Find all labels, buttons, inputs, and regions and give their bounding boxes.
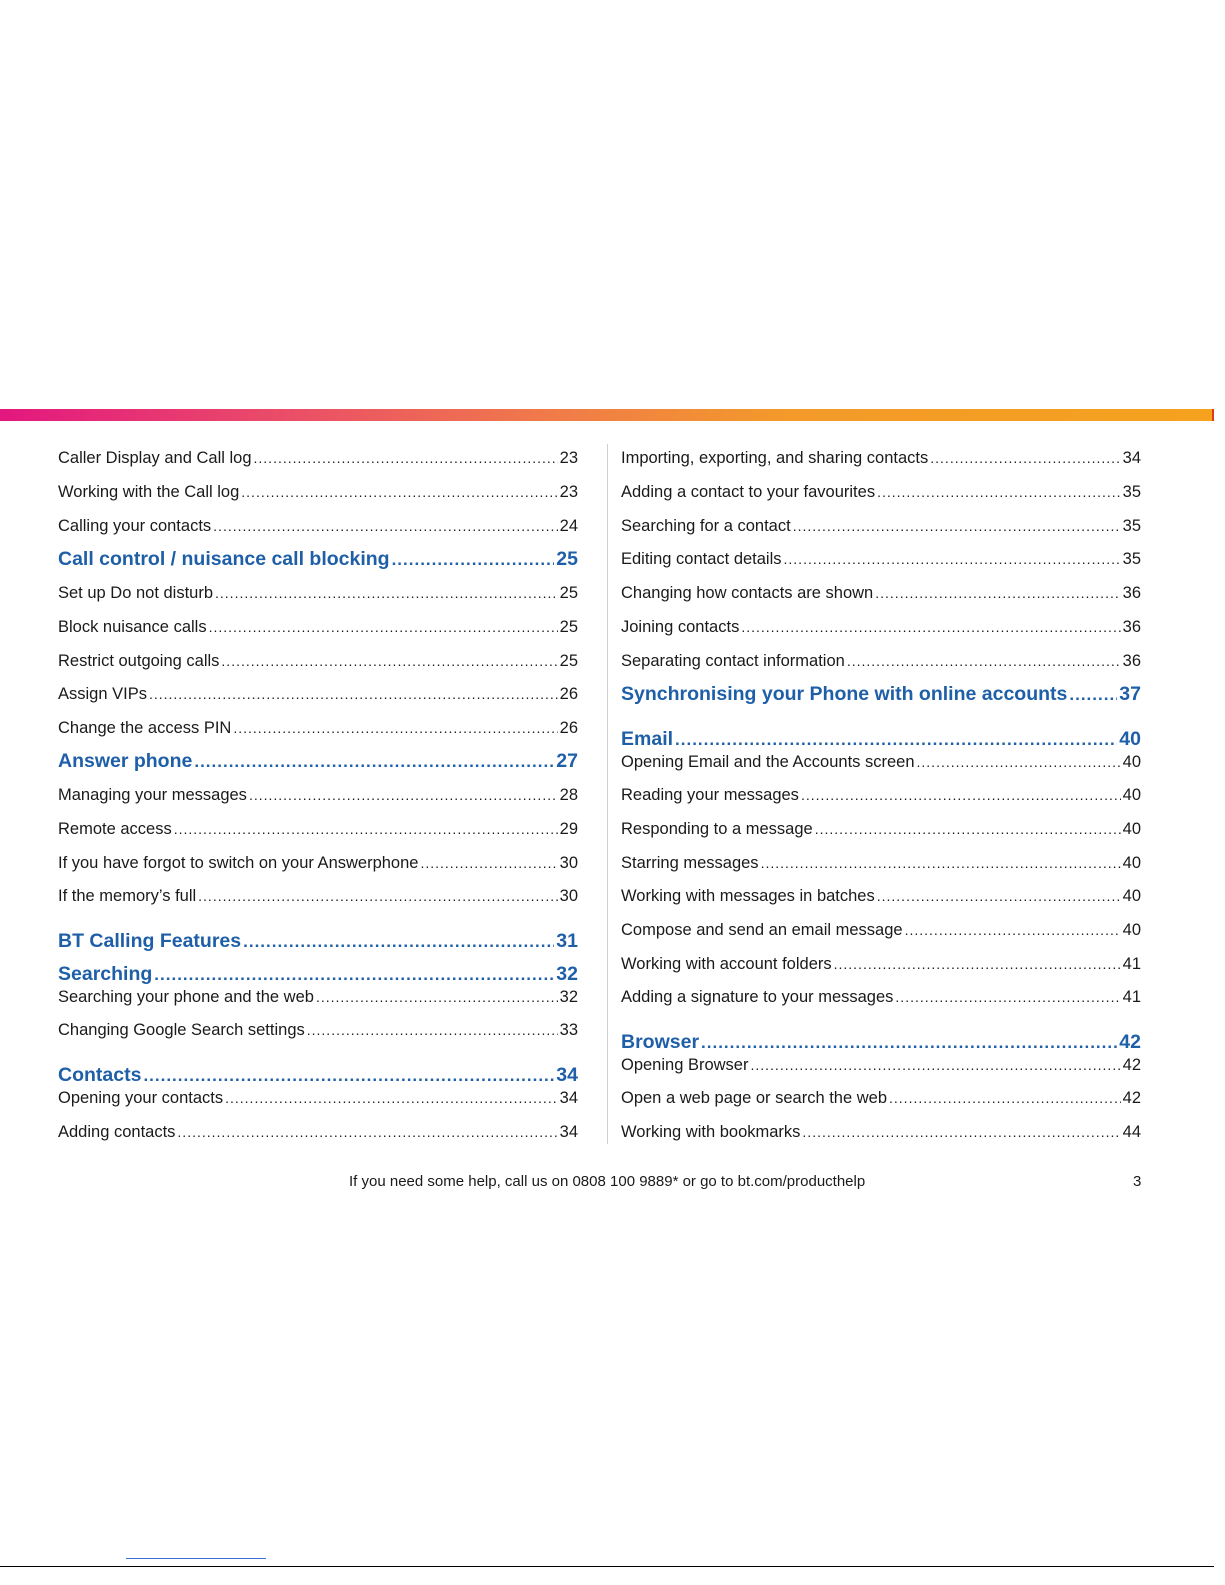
toc-entry-title: Call control / nuisance call blocking (58, 548, 390, 570)
toc-dot-leader (241, 482, 557, 502)
toc-entry[interactable] (621, 920, 1141, 940)
page-bottom-rule (0, 1566, 1214, 1567)
toc-page-number: 35 (1122, 483, 1141, 501)
toc-page-number: 44 (1122, 1123, 1141, 1141)
toc-dot-leader (198, 886, 557, 906)
toc-dot-leader (194, 752, 554, 772)
toc-entry-title: Searching your phone and the web (58, 988, 314, 1006)
toc-section-heading[interactable] (621, 684, 1141, 705)
toc-entry-title: Browser (621, 1031, 700, 1053)
toc-dot-leader (209, 617, 558, 637)
toc-page-number: 25 (559, 618, 578, 636)
toc-dot-leader (905, 920, 1121, 940)
toc-page-number: 40 (1122, 753, 1141, 771)
toc-dot-leader (1069, 685, 1117, 705)
toc-entry[interactable] (58, 448, 578, 468)
toc-entry[interactable] (58, 583, 578, 603)
toc-entry-title: Answer phone (58, 750, 193, 772)
toc-entry-title: Change the access PIN (58, 719, 232, 737)
toc-page-number: 34 (559, 1123, 578, 1141)
toc-page-number: 26 (559, 719, 578, 737)
toc-page-number: 36 (1122, 618, 1141, 636)
toc-entry[interactable] (621, 752, 1141, 772)
toc-entry-title: Opening Email and the Accounts screen (621, 753, 915, 771)
toc-page-number: 34 (1122, 449, 1141, 467)
toc-dot-leader (307, 1020, 558, 1040)
toc-entry-title: Searching for a contact (621, 517, 791, 535)
toc-page-number: 32 (559, 988, 578, 1006)
toc-entry[interactable] (58, 1020, 578, 1040)
toc-entry-title: If the memory’s full (58, 887, 197, 905)
toc-entry-title: Contacts (58, 1064, 142, 1086)
toc-entry-title: Separating contact information (621, 652, 845, 670)
toc-entry[interactable] (58, 785, 578, 805)
toc-entry-title: Restrict outgoing calls (58, 652, 220, 670)
toc-page-number: 42 (1122, 1089, 1141, 1107)
toc-entry[interactable] (621, 1122, 1141, 1142)
toc-entry-title: Calling your contacts (58, 517, 212, 535)
toc-entry-title: Assign VIPs (58, 685, 147, 703)
brand-gradient-bar (0, 409, 1212, 421)
toc-page-number: 34 (556, 1064, 578, 1086)
toc-dot-leader (875, 583, 1120, 603)
toc-page-number: 23 (559, 449, 578, 467)
toc-page-number: 23 (559, 483, 578, 501)
toc-entry-title: If you have forgot to switch on your Answerphone (58, 854, 419, 872)
toc-entry-title: Importing, exporting, and sharing contacts (621, 449, 929, 467)
toc-entry-title: Synchronising your Phone with online accounts (621, 683, 1068, 705)
toc-dot-leader (701, 1033, 1117, 1053)
toc-entry-title: Adding a signature to your messages (621, 988, 894, 1006)
toc-entry-title: Compose and send an email message (621, 921, 903, 939)
footer-page-number: 3 (1133, 1173, 1142, 1190)
toc-entry-title: Responding to a message (621, 820, 813, 838)
toc-entry[interactable] (621, 549, 1141, 569)
toc-page-number: 40 (1122, 921, 1141, 939)
toc-page-number: 26 (559, 685, 578, 703)
toc-dot-leader (895, 987, 1120, 1007)
toc-dot-leader (249, 785, 558, 805)
toc-page-number: 40 (1122, 854, 1141, 872)
toc-entry-title: Set up Do not disturb (58, 584, 214, 602)
toc-entry-title: Opening your contacts (58, 1089, 224, 1107)
toc-page-number: 42 (1119, 1031, 1141, 1053)
toc-entry-title: Joining contacts (621, 618, 740, 636)
toc-page-number: 31 (556, 930, 578, 952)
toc-dot-leader (834, 954, 1121, 974)
toc-entry[interactable] (58, 617, 578, 637)
toc-entry[interactable] (621, 954, 1141, 974)
toc-page-number: 25 (559, 652, 578, 670)
toc-entry-title: Searching (58, 963, 153, 985)
toc-page-number: 30 (559, 854, 578, 872)
toc-entry-title: Reading your messages (621, 786, 799, 804)
toc-dot-leader (149, 684, 558, 704)
toc-page-number: 40 (1119, 728, 1141, 750)
toc-entry[interactable] (621, 1055, 1141, 1075)
toc-page-number: 30 (559, 887, 578, 905)
toc-entry-title: Managing your messages (58, 786, 247, 804)
column-divider (607, 444, 608, 1144)
toc-entry-title: Changing how contacts are shown (621, 584, 874, 602)
toc-dot-leader (316, 987, 558, 1007)
toc-page-number: 36 (1122, 652, 1141, 670)
toc-dot-leader (802, 1122, 1120, 1142)
toc-dot-leader (889, 1088, 1121, 1108)
toc-section-heading[interactable] (58, 1065, 578, 1086)
toc-dot-leader (215, 583, 558, 603)
toc-dot-leader (917, 752, 1121, 772)
toc-entry[interactable] (621, 886, 1141, 906)
toc-dot-leader (233, 718, 557, 738)
toc-entry[interactable] (58, 987, 578, 1007)
toc-dot-leader (174, 819, 558, 839)
toc-entry[interactable] (58, 819, 578, 839)
toc-entry[interactable] (621, 516, 1141, 536)
toc-entry-title: Opening Browser (621, 1056, 749, 1074)
toc-entry-title: BT Calling Features (58, 930, 242, 952)
toc-section-heading[interactable] (621, 1032, 1141, 1053)
toc-dot-leader (675, 730, 1117, 750)
toc-page-number: 40 (1122, 786, 1141, 804)
toc-page-number: 37 (1119, 683, 1141, 705)
toc-section-heading[interactable] (58, 549, 578, 570)
toc-dot-leader (392, 550, 555, 570)
toc-entry[interactable] (621, 987, 1141, 1007)
toc-section-heading[interactable] (58, 964, 578, 985)
toc-entry-title: Editing contact details (621, 550, 782, 568)
toc-section-heading[interactable] (58, 751, 578, 772)
toc-entry-title: Working with the Call log (58, 483, 240, 501)
toc-page-number: 25 (556, 548, 578, 570)
toc-dot-leader (741, 617, 1120, 637)
toc-entry-title: Block nuisance calls (58, 618, 207, 636)
toc-dot-leader (420, 853, 557, 873)
toc-dot-leader (801, 785, 1121, 805)
toc-dot-leader (815, 819, 1121, 839)
bottom-link-underline (126, 1558, 266, 1559)
toc-dot-leader (154, 965, 554, 985)
toc-entry[interactable] (58, 853, 578, 873)
toc-dot-leader (793, 516, 1121, 536)
toc-page-number: 33 (559, 1021, 578, 1039)
toc-entry[interactable] (58, 886, 578, 906)
toc-page-number: 25 (559, 584, 578, 602)
toc-dot-leader (213, 516, 557, 536)
toc-entry[interactable] (58, 1122, 578, 1142)
toc-entry[interactable] (621, 448, 1141, 468)
toc-entry[interactable] (621, 819, 1141, 839)
toc-entry[interactable] (621, 1088, 1141, 1108)
toc-entry-title: Caller Display and Call log (58, 449, 252, 467)
toc-entry[interactable] (58, 482, 578, 502)
toc-entry-title: Starring messages (621, 854, 759, 872)
toc-entry[interactable] (58, 718, 578, 738)
toc-entry[interactable] (58, 1088, 578, 1108)
toc-page-number: 29 (559, 820, 578, 838)
toc-entry[interactable] (58, 651, 578, 671)
toc-entry-title: Working with account folders (621, 955, 832, 973)
toc-entry[interactable] (621, 651, 1141, 671)
toc-entry-title: Adding a contact to your favourites (621, 483, 876, 501)
toc-page-number: 32 (556, 963, 578, 985)
toc-dot-leader (143, 1066, 554, 1086)
toc-page-number: 28 (559, 786, 578, 804)
toc-dot-leader (877, 482, 1121, 502)
toc-dot-leader (750, 1055, 1120, 1075)
toc-dot-leader (847, 651, 1121, 671)
toc-entry[interactable] (621, 853, 1141, 873)
toc-entry[interactable] (58, 684, 578, 704)
toc-entry[interactable] (58, 516, 578, 536)
toc-dot-leader (761, 853, 1121, 873)
toc-page-number: 35 (1122, 550, 1141, 568)
toc-page-number: 35 (1122, 517, 1141, 535)
toc-entry-title: Changing Google Search settings (58, 1021, 305, 1039)
toc-dot-leader (243, 932, 554, 952)
toc-section-heading[interactable] (621, 729, 1141, 750)
toc-entry-title: Working with messages in batches (621, 887, 875, 905)
toc-page-number: 41 (1122, 955, 1141, 973)
toc-dot-leader (177, 1122, 557, 1142)
toc-page-number: 41 (1122, 988, 1141, 1006)
gradient-bar-end-mark (1212, 409, 1214, 421)
toc-page-number: 34 (559, 1089, 578, 1107)
toc-entry[interactable] (621, 583, 1141, 603)
toc-dot-leader (225, 1088, 558, 1108)
toc-entry-title: Adding contacts (58, 1123, 176, 1141)
toc-entry-title: Open a web page or search the web (621, 1089, 888, 1107)
toc-page-number: 27 (556, 750, 578, 772)
toc-entry[interactable] (621, 785, 1141, 805)
toc-page-number: 40 (1122, 887, 1141, 905)
toc-dot-leader (930, 448, 1120, 468)
toc-dot-leader (221, 651, 557, 671)
toc-page-number: 24 (559, 517, 578, 535)
toc-page-number: 36 (1122, 584, 1141, 602)
toc-page-number: 40 (1122, 820, 1141, 838)
toc-entry-title: Working with bookmarks (621, 1123, 801, 1141)
toc-dot-leader (254, 448, 558, 468)
toc-page-number: 42 (1122, 1056, 1141, 1074)
toc-entry-title: Email (621, 728, 674, 750)
toc-entry[interactable] (621, 617, 1141, 637)
footer-help-text: If you need some help, call us on 0808 100 9889* or go to bt.com/producthelp (349, 1173, 866, 1190)
toc-entry[interactable] (621, 482, 1141, 502)
toc-section-heading[interactable] (58, 931, 578, 952)
toc-entry-title: Remote access (58, 820, 172, 838)
toc-dot-leader (877, 886, 1121, 906)
toc-dot-leader (784, 549, 1121, 569)
